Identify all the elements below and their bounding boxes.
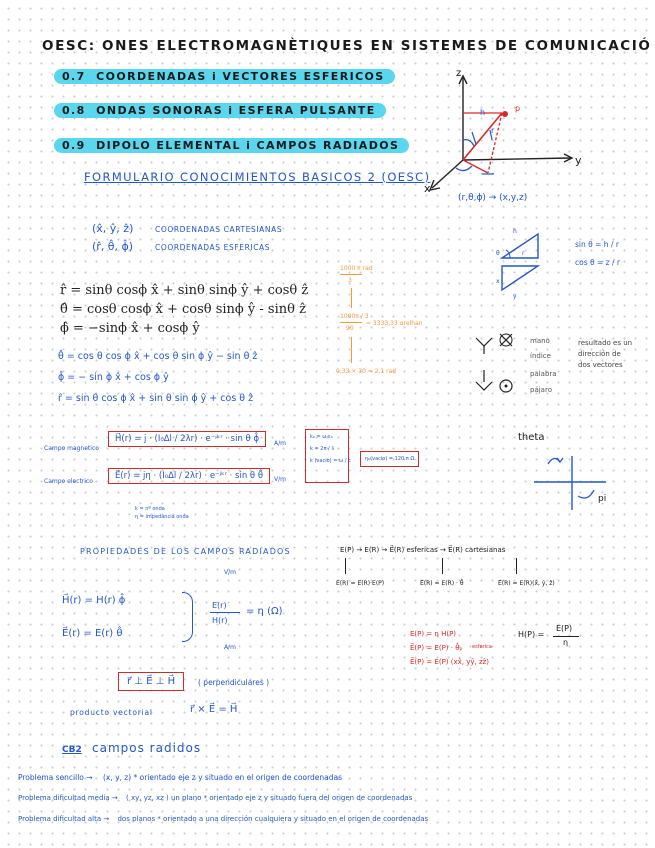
pi-label: pi (598, 494, 607, 504)
magnetic-field-label: Campo magnetico (44, 445, 99, 452)
triangle-y-label: y (513, 293, 517, 300)
cb2-line-3-lead: Problema dificultad alta → (18, 815, 110, 823)
calc-arrow-2 (351, 337, 352, 363)
cartesian-label: COORDENADAS CARTESIANAS (155, 225, 283, 234)
cb2-line-3-rest: dos planos * orientado a una dirección cualquiera y situado en el origen de coordenadas (117, 815, 429, 823)
props-ratio-num: E(r) (212, 601, 227, 610)
section-09-num: 0.9 (62, 139, 86, 152)
section-09 (54, 139, 409, 152)
conversion-arrow-2 (442, 558, 443, 574)
legend-symbols (470, 330, 520, 410)
k-box-line-1: k₀ = ω·ε₀ (310, 434, 333, 440)
spherical-label: COORDENADAS ESFERICAS (155, 243, 271, 252)
triangle-x-label: x (496, 278, 500, 285)
legend-note: resultado es un dirección de dos vectores (578, 339, 633, 369)
hp-den: η (563, 638, 569, 647)
cb2-line-2-rest: ( xy, yz, xz ) un plano * orientado eje z y situado fuera del origen de coordenadas (126, 794, 413, 802)
calc-fraction-bar-1 (340, 274, 362, 275)
hp-bar (553, 636, 579, 637)
perpendicular-note: ( perpendiculares ) (198, 678, 270, 687)
props-vm: V/m (224, 569, 236, 576)
k-box-line-3: k (vacio) = ω / c (310, 458, 351, 464)
section-07-label: COORDENADAS i VECTORES ESFERICOS (96, 70, 385, 83)
section-08-label: ONDAS SONORAS i ESFERA PULSANTE (96, 104, 376, 117)
hand-unit-vector-r: r̂ = sin θ cos ϕ x̂ + sin θ sin ϕ ŷ + cos θ ẑ (58, 393, 254, 404)
page-title: OESC: ONES ELECTROMAGNÈTIQUES EN SISTEMES DE COMUNICACIÓ (42, 38, 652, 54)
axis-y-label: y (575, 154, 582, 167)
cb2-line-2 (18, 794, 412, 802)
axis-r-label: r (491, 126, 495, 135)
section-07-num: 0.7 (62, 70, 86, 83)
cartesian-symbols: (x̂, ŷ, ẑ) (92, 222, 134, 235)
section-07 (54, 70, 395, 83)
conversion-b2: E⃗(R) = E(R) · θ̂ (420, 580, 464, 587)
props-ratio-eq: = η (Ω) (246, 606, 283, 617)
props-am: A/m (224, 644, 236, 651)
conversion-b1: E(R) = E(R)·E(P) (336, 580, 385, 587)
calc-line-4: 90 (346, 325, 354, 332)
electric-field-unit: V/m (274, 476, 286, 483)
section-08-num: 0.8 (62, 104, 86, 117)
red-eq-1: E(P) = η H(P) (410, 630, 457, 638)
cos-equation: cos θ = z / r (575, 258, 620, 267)
red-eq-2: E⃗(P) = E(P) · θ̂ₚ (410, 644, 463, 652)
triangle-theta-label: θ (496, 250, 500, 257)
triangle-h-label: h (513, 228, 517, 235)
calc-fraction-bar-2 (340, 322, 362, 323)
eta-note: η = impedancia onda (135, 514, 189, 520)
triangles-diagram (490, 228, 550, 303)
axis-x-label: x (424, 182, 431, 195)
calc-line-1: 1000 π rad (340, 265, 373, 272)
unit-vector-theta: θ̂ = cosθ cosϕ x̂ + cosθ sinϕ ŷ - sinθ ẑ (60, 302, 306, 317)
electric-field-label: Campo electrico (44, 478, 93, 485)
props-brace (182, 592, 193, 642)
perpendicular-box: r⃗ ⊥ E⃗ ⊥ H⃗ (118, 672, 184, 691)
red-eq-note: esferica (472, 644, 492, 650)
triangle-r-label: r (522, 250, 525, 257)
cb2-line-1-lead: Problema sencillo → (18, 773, 93, 782)
calc-line-5: = 3333,33 αrelhan (366, 320, 423, 327)
vector-product-label: producto vectorial (70, 708, 153, 717)
props-ratio-den: H(r) (212, 616, 228, 625)
axes-caption: (r,θ,ϕ) → (x,y,z) (458, 193, 528, 203)
eta-box: η₀(vacio) = 120 π Ω (360, 451, 419, 467)
calc-arrow-1 (351, 288, 352, 308)
cb2-line-1 (18, 773, 342, 782)
hand-unit-vector-theta: θ̂ = cos θ cos ϕ x̂ + cos θ sin ϕ ŷ − sin θ ẑ (58, 351, 258, 362)
conversion-b3: E⃗(R) = E(R)(x̂, ŷ, ẑ) (498, 580, 555, 587)
section-09-label: DIPOLO ELEMENTAL i CAMPOS RADIADOS (96, 139, 400, 152)
magnetic-field-formula: H⃗(r) = j · (I₀Δl / 2λr) · e⁻ʲᵏʳ · sin θ ϕ̂ (108, 431, 266, 447)
hp-num: E(P) (556, 624, 573, 633)
conversion-arrow-1 (345, 558, 346, 574)
spherical-symbols: (r̂, θ̂, ϕ̂) (92, 240, 134, 253)
k-note: k = nº onda (135, 506, 165, 512)
cb2-title: campos radidos (92, 741, 202, 755)
axis-h-label: h (480, 108, 486, 117)
magnetic-field-unit: A/m (274, 440, 286, 447)
theta-diagram-label: theta (518, 432, 545, 443)
props-h: H⃗(r) = H(r) ϕ̂ (62, 595, 126, 606)
axis-z-label: z (456, 68, 462, 79)
theta-pi-diagram (530, 450, 610, 520)
hand-unit-vector-phi: ϕ̂ = − sin ϕ x̂ + cos ϕ ŷ (58, 372, 169, 383)
cb2-line-3 (18, 815, 428, 823)
legend-pajaro: pájaro (530, 386, 552, 394)
unit-vector-r: r̂ = sinθ cosϕ x̂ + sinθ sinϕ ŷ + cosθ ẑ (60, 283, 309, 298)
red-eq-3: E⃗(P) = E(P) (xx̂, yŷ, zẑ) (410, 658, 490, 666)
cb2-line-1-rest: (x, y, z) * orientado eje z y situado en el origen de coordenadas (102, 773, 343, 782)
props-title: PROPIEDADES DE LOS CAMPOS RADIADOS (80, 547, 291, 556)
legend-mano: mano (530, 337, 550, 345)
calc-line-6: 0,33 × 30 = 2,1 rad (336, 368, 397, 375)
cb2-tag: CB2 (62, 745, 82, 755)
hp-left: H(P) = (518, 630, 545, 639)
electric-field-formula: E⃗(r) = jη · (I₀Δl / 2λr) · e⁻ʲᵏʳ · sin θ θ̂ (108, 468, 270, 484)
conversion-chain: E(P) → E(R) → E⃗(R) esfericas → E⃗(R) cartesianas (340, 546, 506, 554)
calc-line-3: 1000π / 3 (340, 313, 369, 320)
legend-palabra: palabra (530, 370, 557, 378)
props-e: E⃗(r) = E(r) θ̂ (62, 628, 123, 639)
legend-indice: índice (530, 352, 551, 360)
calc-line-2: 3 (348, 277, 352, 284)
k-box-line-2: k = 2π / λ (310, 446, 335, 452)
cb2-line-2-lead: Problema dificultad media → (18, 794, 118, 802)
sin-equation: sin θ = h / r (575, 240, 619, 249)
props-ratio-bar (210, 612, 240, 613)
conversion-arrow-3 (516, 558, 517, 574)
section-08 (54, 104, 386, 117)
subtitle: FORMULARIO CONOCIMIENTOS BASICOS 2 (OESC) (84, 170, 431, 184)
vector-product-eq: r⃗ × E⃗ = H⃗ (190, 704, 238, 715)
axis-p-label: p (515, 104, 521, 113)
k-box (305, 429, 349, 483)
unit-vector-phi: ϕ̂ = −sinϕ x̂ + cosϕ ŷ (60, 321, 200, 336)
